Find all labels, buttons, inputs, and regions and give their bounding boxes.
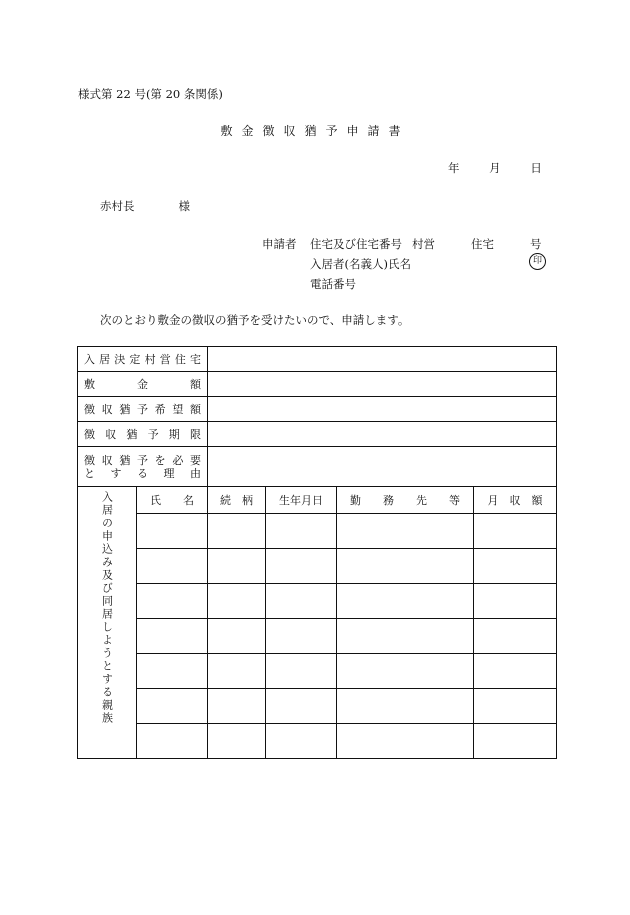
family-cell[interactable] <box>208 584 266 619</box>
reason-label-line2: とする理由 <box>84 466 201 480</box>
family-cell[interactable] <box>337 689 474 724</box>
col-header-workplace: 勤 務 先 等 <box>337 487 474 514</box>
family-row <box>78 689 557 724</box>
family-cell[interactable] <box>337 619 474 654</box>
occupant-name-label: 入居者(名義人)氏名 <box>310 257 411 271</box>
applicant-label: 申請者 <box>262 237 297 251</box>
family-cell[interactable] <box>474 549 557 584</box>
family-cell[interactable] <box>208 724 266 759</box>
reason-label-line1: 徴収猶予を必要 <box>84 453 201 467</box>
seal-mark: 印 <box>529 253 546 270</box>
family-cell[interactable] <box>474 689 557 724</box>
family-cell[interactable] <box>337 549 474 584</box>
family-cell[interactable] <box>474 724 557 759</box>
phone-label: 電話番号 <box>310 277 356 291</box>
addressee-name: 赤村長 <box>100 199 135 213</box>
applicant-address-line <box>310 236 542 252</box>
date-year-label: 年 <box>448 161 460 175</box>
col-header-monthly-income: 月 収 額 <box>474 487 557 514</box>
table-row <box>78 447 557 487</box>
family-header-row <box>78 487 557 514</box>
family-row <box>78 724 557 759</box>
family-cell[interactable] <box>266 619 337 654</box>
family-cell[interactable] <box>474 619 557 654</box>
row-label-deferral-deadline: 徴収猶予期限 <box>78 422 208 447</box>
table-row <box>78 397 557 422</box>
family-row <box>78 549 557 584</box>
date-day-label: 日 <box>530 161 542 175</box>
row-label-deposit: 敷金額 <box>78 372 208 397</box>
family-cell[interactable] <box>337 654 474 689</box>
family-cell[interactable] <box>137 654 208 689</box>
family-cell[interactable] <box>208 689 266 724</box>
row-value-housing[interactable] <box>208 347 557 372</box>
family-cell[interactable] <box>266 689 337 724</box>
date-line <box>448 160 542 176</box>
application-table <box>77 346 557 759</box>
document-title: 敷金徴収猶予申請書 <box>220 124 410 138</box>
row-value-reason[interactable] <box>208 447 557 487</box>
row-value-deposit[interactable] <box>208 372 557 397</box>
housing-label: 住宅 <box>471 237 494 251</box>
address-label: 住宅及び住宅番号 <box>310 237 402 251</box>
row-label-reason <box>78 447 208 487</box>
family-cell[interactable] <box>266 549 337 584</box>
family-cell[interactable] <box>266 654 337 689</box>
family-cell[interactable] <box>137 724 208 759</box>
family-cell[interactable] <box>266 724 337 759</box>
family-cell[interactable] <box>266 584 337 619</box>
table-row <box>78 422 557 447</box>
col-header-relationship: 続 柄 <box>208 487 266 514</box>
addressee-honorific: 様 <box>178 199 190 213</box>
date-month-label: 月 <box>489 161 501 175</box>
row-label-deferral-amount: 徴収猶予希望額 <box>78 397 208 422</box>
row-label-housing: 入居決定村営住宅 <box>78 347 208 372</box>
number-label: 号 <box>530 237 542 251</box>
row-value-deferral-amount[interactable] <box>208 397 557 422</box>
table-row <box>78 347 557 372</box>
family-row <box>78 654 557 689</box>
family-cell[interactable] <box>208 619 266 654</box>
family-cell[interactable] <box>266 514 337 549</box>
family-cell[interactable] <box>337 514 474 549</box>
col-header-name: 氏 名 <box>137 487 208 514</box>
family-cell[interactable] <box>137 619 208 654</box>
village-housing-label: 村営 <box>412 237 435 251</box>
family-cell[interactable] <box>337 724 474 759</box>
row-value-deferral-deadline[interactable] <box>208 422 557 447</box>
col-header-birthdate: 生年月日 <box>266 487 337 514</box>
family-cell[interactable] <box>137 514 208 549</box>
family-label-cell <box>78 487 137 759</box>
family-cell[interactable] <box>474 584 557 619</box>
family-cell[interactable] <box>474 514 557 549</box>
family-cell[interactable] <box>137 584 208 619</box>
family-cell[interactable] <box>208 654 266 689</box>
family-row <box>78 584 557 619</box>
statement-text: 次のとおり敷金の徴収の猶予を受けたいので、申請します。 <box>100 313 410 327</box>
family-row <box>78 514 557 549</box>
addressee <box>100 198 190 214</box>
table-row <box>78 372 557 397</box>
family-cell[interactable] <box>208 549 266 584</box>
family-cell[interactable] <box>137 549 208 584</box>
family-label: 入居の申込み及び同居しようとする親族 <box>100 491 114 725</box>
family-cell[interactable] <box>474 654 557 689</box>
family-cell[interactable] <box>337 584 474 619</box>
family-row <box>78 619 557 654</box>
form-number: 様式第 22 号(第 20 条関係) <box>78 87 223 101</box>
family-cell[interactable] <box>137 689 208 724</box>
family-cell[interactable] <box>208 514 266 549</box>
